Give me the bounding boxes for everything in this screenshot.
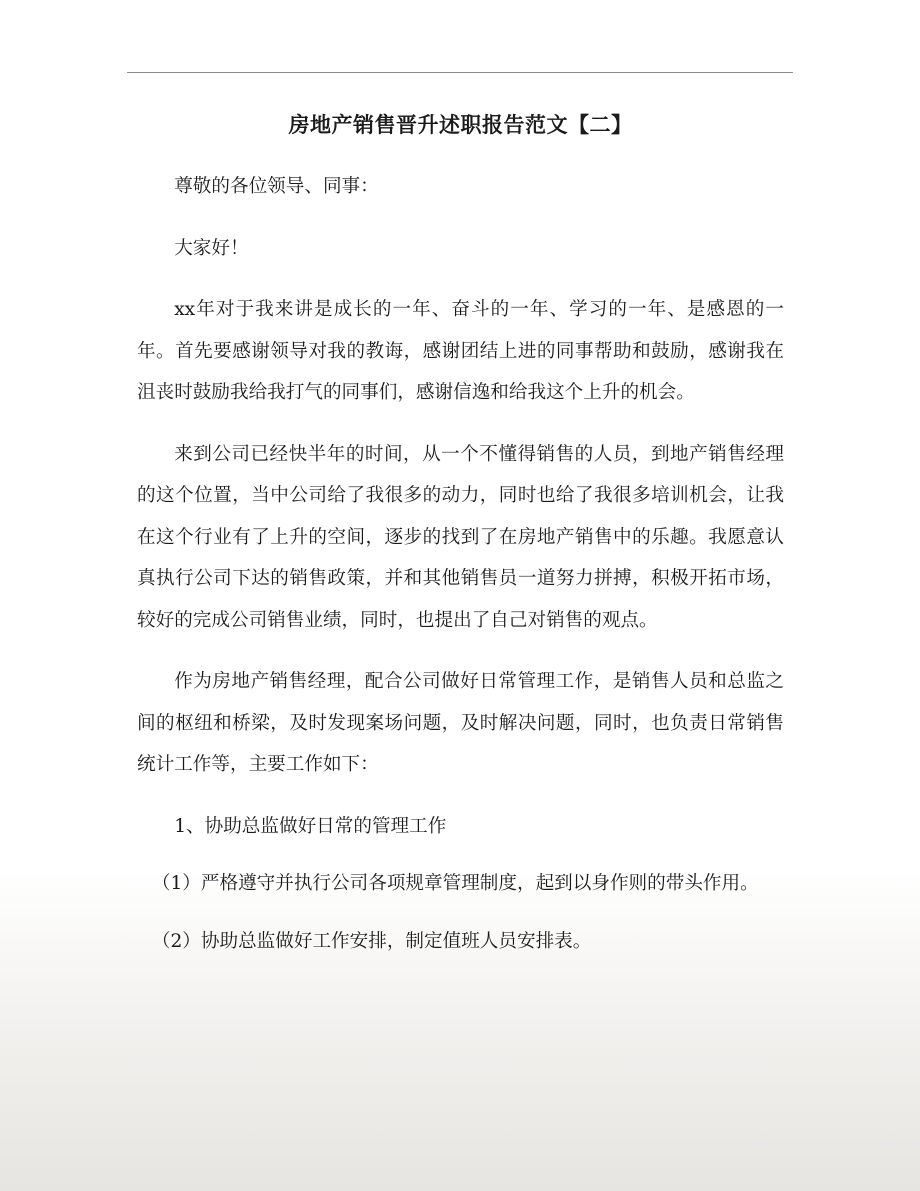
document-title: 房地产销售晋升述职报告范文【二】 (288, 112, 633, 137)
document-body (137, 166, 784, 982)
section-heading-1: 1、协助总监做好日常的管理工作 (174, 815, 447, 837)
paragraph-experience: 来到公司已经快半年的时间，从一个不懂得销售的人员，到地产销售经理的这个位置，当中公司给了我很多的动力，同时也给了我很多培训机会，让我在这个行业有了上升的空间，逐步的找到了在房地产销售中的乐趣。我愿意认真执行公司下达的销售政策，并和其他销售员一道努力拼搏，积极开拓市场，较好的完成公司销售业绩，同时，也提出了自己对销售的观点。 (137, 443, 784, 631)
salutation: 尊敬的各位领导、同事： (174, 176, 379, 197)
paragraph-gratitude: xx年对于我来讲是成长的一年、奋斗的一年、学习的一年、是感恩的一年。首先要感谢领导对我的教诲，感谢团结上进的同事帮助和鼓励，感谢我在沮丧时鼓励我给我打气的同事们，感谢信逸和给我这个上升的机会。 (137, 299, 784, 403)
list-item-1: （1）严格遵守并执行公司各项规章管理制度，起到以身作则的带头作用。 (151, 873, 759, 894)
paragraph-role: 作为房地产销售经理，配合公司做好日常管理工作，是销售人员和总监之间的枢纽和桥梁，及时发现案场问题，及时解决问题，同时，也负责日常销售统计工作等，主要工作如下： (137, 671, 784, 775)
greeting: 大家好！ (174, 237, 249, 259)
list-item-2: （2）协助总监做好工作安排，制定值班人员安排表。 (151, 930, 592, 952)
header-rule (127, 72, 793, 73)
